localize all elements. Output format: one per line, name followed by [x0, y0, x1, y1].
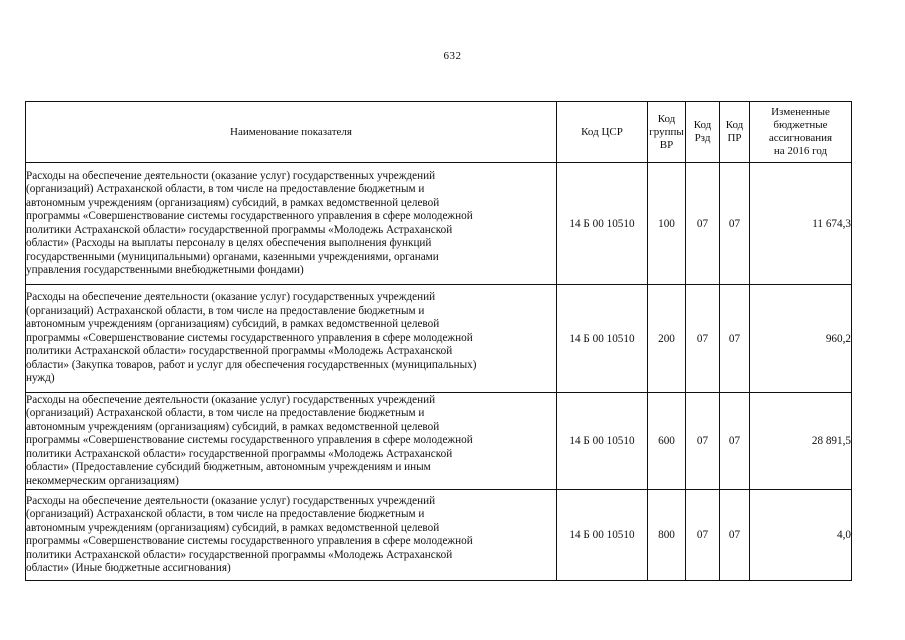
row-csr: 14 Б 00 10510 [557, 285, 648, 393]
row-rzd: 07 [686, 393, 720, 490]
row-description: Расходы на обеспечение деятельности (оказание услуг) государственных учреждений (организаций) Астраханской области, в том числе на предоставление бюджетным и автономным учреждениям (организациям) субсидий, в рамках ведомственной целевой программы «Совершенствование системы государственного управления в сфере молодежной политики Астраханской области» государственной программы «Молодежь Астраханской области» (Предоставление субсидий бюджетным, автономным учреждениям и иным некоммерческим организациям) [26, 393, 557, 490]
header-csr: Код ЦСР [557, 102, 648, 163]
row-description: Расходы на обеспечение деятельности (оказание услуг) государственных учреждений (организаций) Астраханской области, в том числе на предоставление бюджетным и автономным учреждениям (организациям) субсидий, в рамках ведомственной целевой программы «Совершенствование системы государственного управления в сфере молодежной политики Астраханской области» государственной программы «Молодежь Астраханской области» (Расходы на выплаты персоналу в целях обеспечения выполнения функций государственными (муниципальными) органами, казенными учреждениями, органами управления государственными внебюджетными фондами) [26, 163, 557, 285]
row-pr: 07 [720, 490, 750, 581]
row-amount: 960,2 [750, 285, 852, 393]
row-csr: 14 Б 00 10510 [557, 490, 648, 581]
table-row [26, 285, 852, 393]
table-row [26, 393, 852, 490]
header-group-vr: Код группы ВР [648, 102, 686, 163]
row-pr: 07 [720, 393, 750, 490]
row-pr: 07 [720, 163, 750, 285]
row-csr: 14 Б 00 10510 [557, 163, 648, 285]
table-row [26, 490, 852, 581]
row-rzd: 07 [686, 163, 720, 285]
header-pr: Код ПР [720, 102, 750, 163]
row-vr: 800 [648, 490, 686, 581]
table-header-row [26, 102, 852, 163]
budget-table [25, 101, 852, 581]
row-description: Расходы на обеспечение деятельности (оказание услуг) государственных учреждений (организаций) Астраханской области, в том числе на предоставление бюджетным и автономным учреждениям (организациям) субсидий, в рамках ведомственной целевой программы «Совершенствование системы государственного управления в сфере молодежной политики Астраханской области» государственной программы «Молодежь Астраханской области» (Иные бюджетные ассигнования) [26, 490, 557, 581]
row-amount: 4,0 [750, 490, 852, 581]
row-vr: 100 [648, 163, 686, 285]
row-description: Расходы на обеспечение деятельности (оказание услуг) государственных учреждений (организаций) Астраханской области, в том числе на предоставление бюджетным и автономным учреждениям (организациям) субсидий, в рамках ведомственной целевой программы «Совершенствование системы государственного управления в сфере молодежной политики Астраханской области» государственной программы «Молодежь Астраханской области» (Закупка товаров, работ и услуг для обеспечения государственных (муниципальных) нужд) [26, 285, 557, 393]
row-pr: 07 [720, 285, 750, 393]
row-amount: 11 674,3 [750, 163, 852, 285]
row-rzd: 07 [686, 285, 720, 393]
row-vr: 200 [648, 285, 686, 393]
row-amount: 28 891,5 [750, 393, 852, 490]
row-vr: 600 [648, 393, 686, 490]
header-rzd: Код Рзд [686, 102, 720, 163]
row-rzd: 07 [686, 490, 720, 581]
header-amount: Измененные бюджетные ассигнования на 2016 год [750, 102, 852, 163]
page-number: 632 [443, 50, 462, 62]
table-row [26, 163, 852, 285]
row-csr: 14 Б 00 10510 [557, 393, 648, 490]
header-name: Наименование показателя [26, 102, 557, 163]
